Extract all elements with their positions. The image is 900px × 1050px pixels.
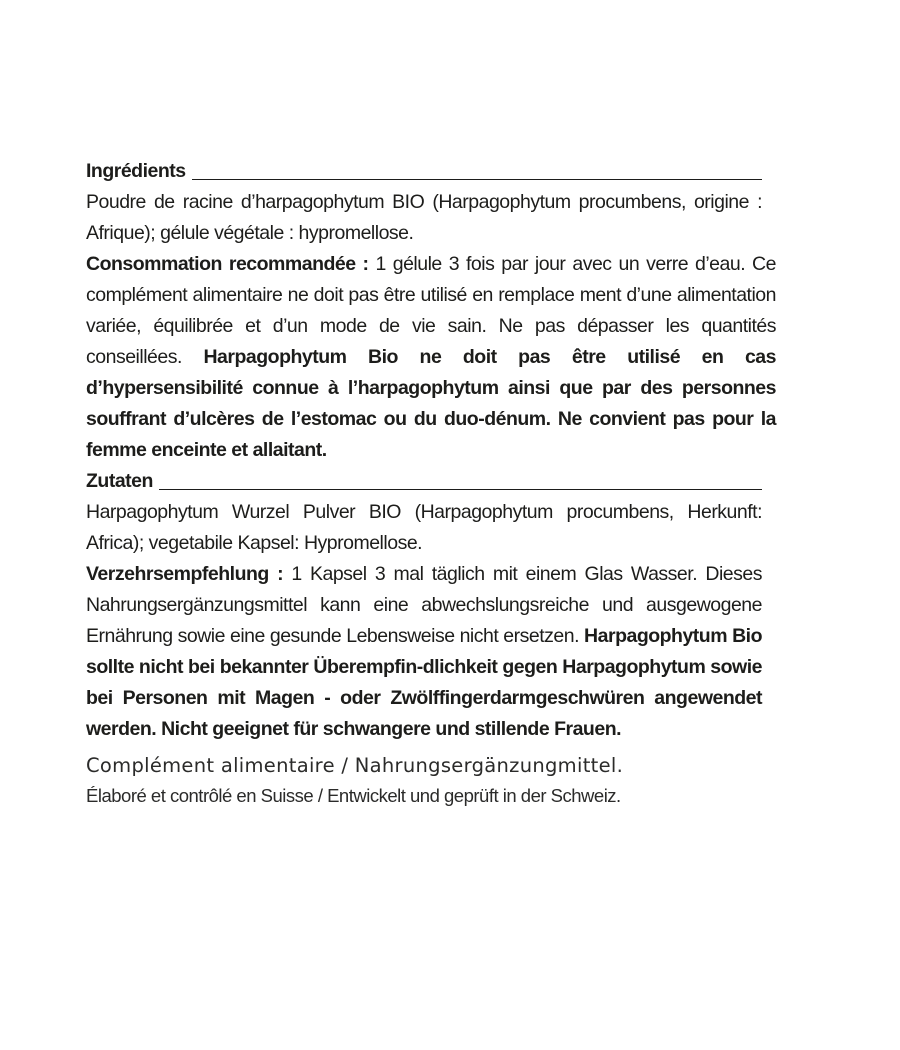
fr-dosage-label: Consommation recommandée :: [86, 253, 369, 275]
fr-warning-text: Harpagophytum Bio ne doit pas être utilisé en cas d’hypersensibilité connue à l’harpagophytum ainsi que par des personnes souffrant d’ulcères de l’estomac ou du duo-dénum. Ne convient pas pour la femme enceinte et allaitant.: [86, 346, 776, 461]
origin-line: Élaboré et contrôlé en Suisse / Entwickelt und geprüft in der Schweiz.: [86, 785, 621, 806]
heading-rule: [159, 489, 762, 490]
fr-ingredients-heading: [86, 156, 762, 187]
product-label-text: [86, 156, 776, 811]
fr-dosage-text: 1 gélule 3 fois par jour avec un verre d’eau. Ce complément alimentaire ne doit pas être utilisé en remplace ment d’une alimentation variée, équilibrée et d’un mode de vie sain. Ne pas dépasser les quantités conseillées.: [86, 253, 776, 368]
fr-dosage-paragraph: [86, 249, 776, 466]
product-type-line: Complément alimentaire / Nahrungsergänzungmittel.: [86, 754, 624, 777]
de-ingredients-heading: [86, 466, 762, 497]
de-dosage-label: Verzehrsempfehlung :: [86, 563, 284, 585]
de-dosage-text: 1 Kapsel 3 mal täglich mit einem Glas Wasser. Dieses Nahrungsergänzungsmittel kann eine abwechslungsreiche und ausgewogene Ernährung sowie eine gesunde Lebensweise nicht ersetzen.: [86, 563, 762, 647]
de-dosage-paragraph: [86, 559, 762, 745]
de-ingredients-text: Harpagophytum Wurzel Pulver BIO (Harpagophytum procumbens, Herkunft: Africa); vegetabile Kapsel: Hypromellose.: [86, 501, 762, 554]
fr-ingredients-text: Poudre de racine d’harpagophytum BIO (Harpagophytum procumbens, origine : Afrique); gélule végétale : hypromellose.: [86, 191, 762, 244]
de-ingredients-heading-text: Zutaten: [86, 470, 153, 492]
heading-rule: [192, 179, 762, 180]
de-warning-text: Harpagophytum Bio sollte nicht bei bekannter Überempfin-dlichkeit gegen Harpagophytum sowie bei Personen mit Magen - oder Zwölffingerdarmgeschwüren angewendet werden. Nicht geeignet für schwangere und stillende Frauen.: [86, 625, 762, 740]
fr-ingredients-heading-text: Ingrédients: [86, 160, 186, 182]
